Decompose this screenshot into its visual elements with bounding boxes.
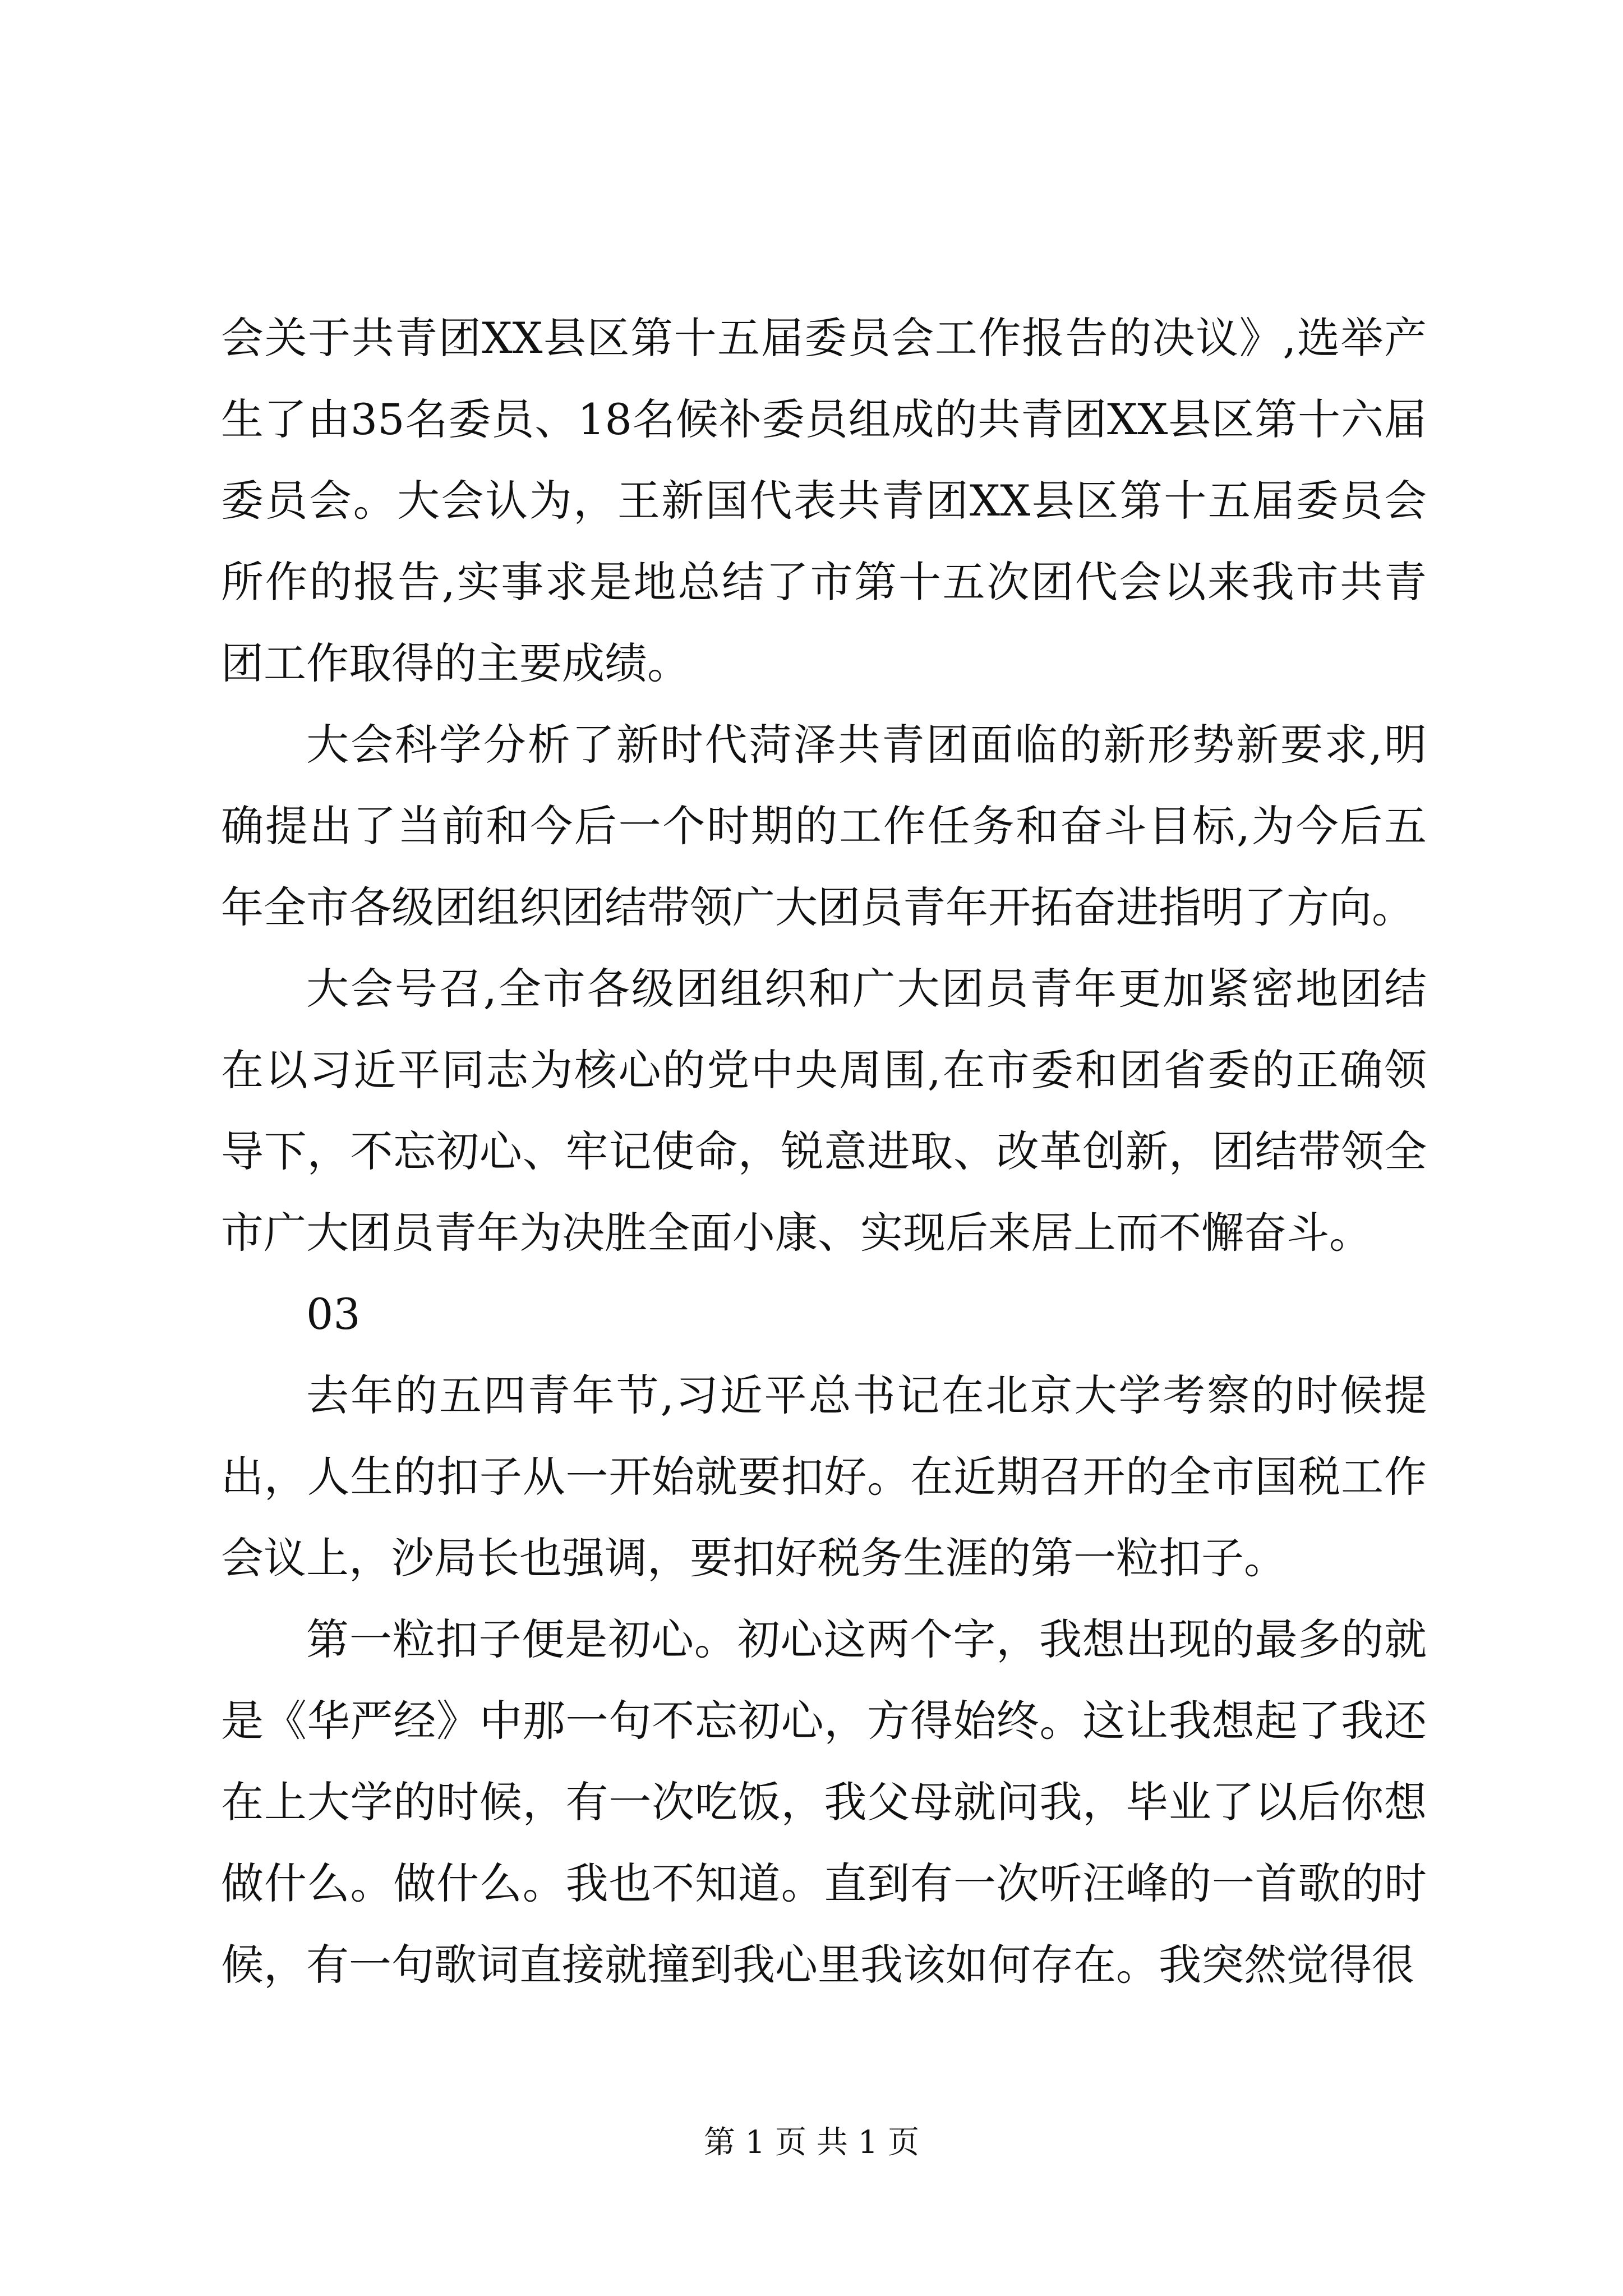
paragraph: 第一粒扣子便是初心。初心这两个字，我想出现的最多的就是《华严经》中那一句不忘初心，方得始终。这让我想起了我还在上大学的时候，有一次吃饭，我父母就问我，毕业了以后你想做什么。做什么。我也不知道。直到有一次听汪峰的一首歌的时候，有一句歌词直接就撞到我心里我该如何存在。我突然觉得很: [221, 1614, 1427, 1990]
paragraph: 大会号召,全市各级团组织和广大团员青年更加紧密地团结在以习近平同志为核心的党中央周围,在市委和团省委的正确领导下，不忘初心、牢记使命，锐意进取、改革创新，团结带领全市广大团员青年为决胜全面小康、实现后来居上而不懈奋斗。: [221, 964, 1427, 1258]
paragraph: 去年的五四青年节,习近平总书记在北京大学考察的时候提出，人生的扣子从一开始就要扣好。在近期召开的全市国税工作会议上，沙局长也强调，要扣好税务生涯的第一粒扣子。: [221, 1370, 1427, 1583]
paragraph-continuation: 会关于共青团XX县区第十五届委员会工作报告的决议》,选举产生了由35名委员、18名候补委员组成的共青团XX县区第十六届委员会。大会认为，王新国代表共青团XX县区第十五届委员会所作的报告,实事求是地总结了市第十五次团代会以来我市共青团工作取得的主要成绩。: [221, 313, 1427, 688]
page-footer: 第 1 页 共 1 页: [703, 2124, 920, 2161]
section-number: 03: [306, 1289, 361, 1339]
paragraph: 大会科学分析了新时代菏泽共青团面临的新形势新要求,明确提出了当前和今后一个时期的工作任务和奋斗目标,为今后五年全市各级团组织团结带领广大团员青年开拓奋进指明了方向。: [221, 720, 1427, 932]
document-body: [221, 297, 1427, 2005]
